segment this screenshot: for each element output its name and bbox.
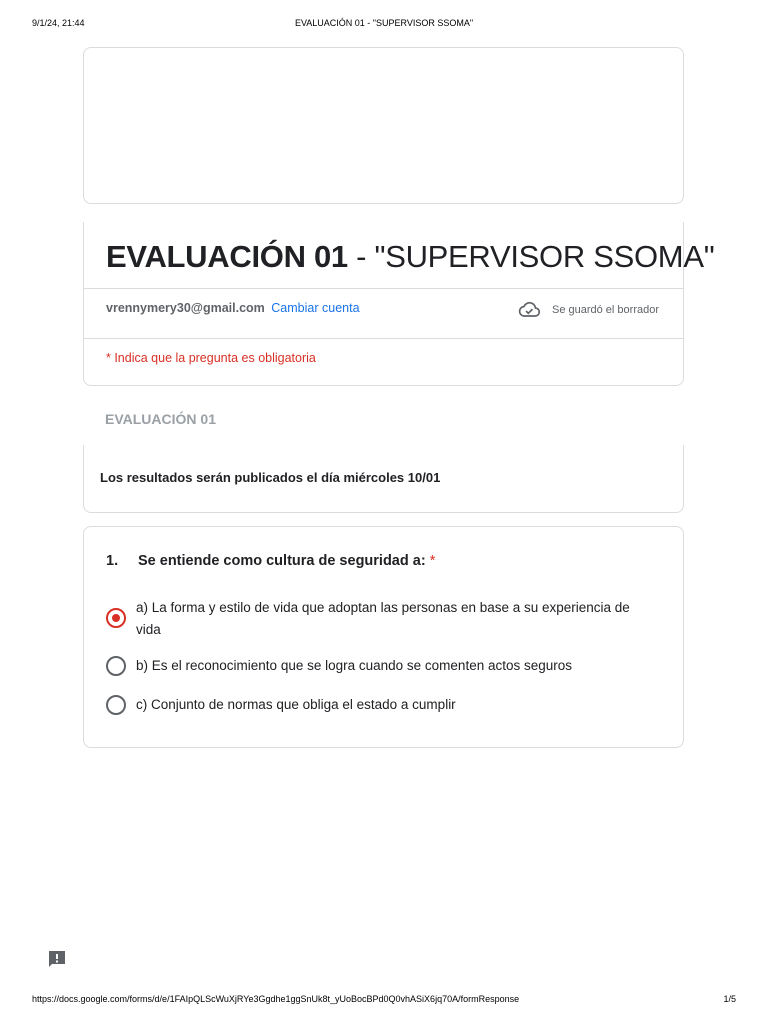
draft-saved-text: Se guardó el borrador [551, 304, 659, 316]
page-number: 1/5 [723, 994, 736, 1004]
radio-button[interactable] [106, 656, 126, 676]
section-description: Los resultados serán publicados el día miércoles 10/01 [100, 470, 441, 485]
print-header [0, 18, 768, 32]
option-label: c) Conjunto de normas que obliga el estado a cumplir [136, 697, 456, 712]
radio-option-a[interactable] [106, 597, 646, 641]
form-title-card [83, 222, 715, 386]
radio-button[interactable] [106, 695, 126, 715]
divider [84, 288, 683, 289]
report-feedback-icon[interactable] [47, 949, 67, 974]
header-banner [83, 47, 684, 204]
radio-button-selected[interactable] [106, 608, 126, 628]
account-line [106, 301, 360, 315]
print-datetime: 9/1/24, 21:44 [32, 18, 85, 28]
question-text: Se entiende como cultura de seguridad a: [138, 553, 426, 569]
required-asterisk: * [429, 553, 436, 569]
print-title: EVALUACIÓN 01 - "SUPERVISOR SSOMA" [294, 18, 474, 28]
option-label: a) La forma y estilo de vida que adoptan las personas en base a su experiencia de vida [136, 600, 630, 637]
page-url: https://docs.google.com/forms/d/e/1FAIpQLScWuXjRYe3Ggdhe1ggSnUk8t_yUoBocBPd0Q0vhASiX6jq70A/formResponse [32, 994, 520, 1004]
question-number: 1. [106, 553, 119, 569]
section-description-card [83, 445, 684, 513]
section-title: EVALUACIÓN 01 [105, 411, 216, 427]
divider [84, 338, 683, 339]
switch-account-link[interactable]: Cambiar cuenta [271, 301, 360, 315]
account-email: vrennymery30@gmail.com [106, 301, 265, 315]
form-title-rest: - "SUPERVISOR SSOMA" [347, 239, 715, 274]
radio-option-b[interactable] [106, 655, 646, 677]
option-label: b) Es el reconocimiento que se logra cuando se comenten actos seguros [136, 658, 573, 673]
radio-option-c[interactable] [106, 694, 646, 716]
question-card [83, 526, 684, 748]
form-title-bold: EVALUACIÓN 01 [106, 239, 348, 274]
draft-saved-status [552, 304, 659, 316]
required-note: * Indica que la pregunta es obligatoria [106, 351, 316, 365]
question-title [106, 553, 435, 569]
form-title [106, 238, 714, 276]
cloud-check-icon [517, 300, 541, 320]
